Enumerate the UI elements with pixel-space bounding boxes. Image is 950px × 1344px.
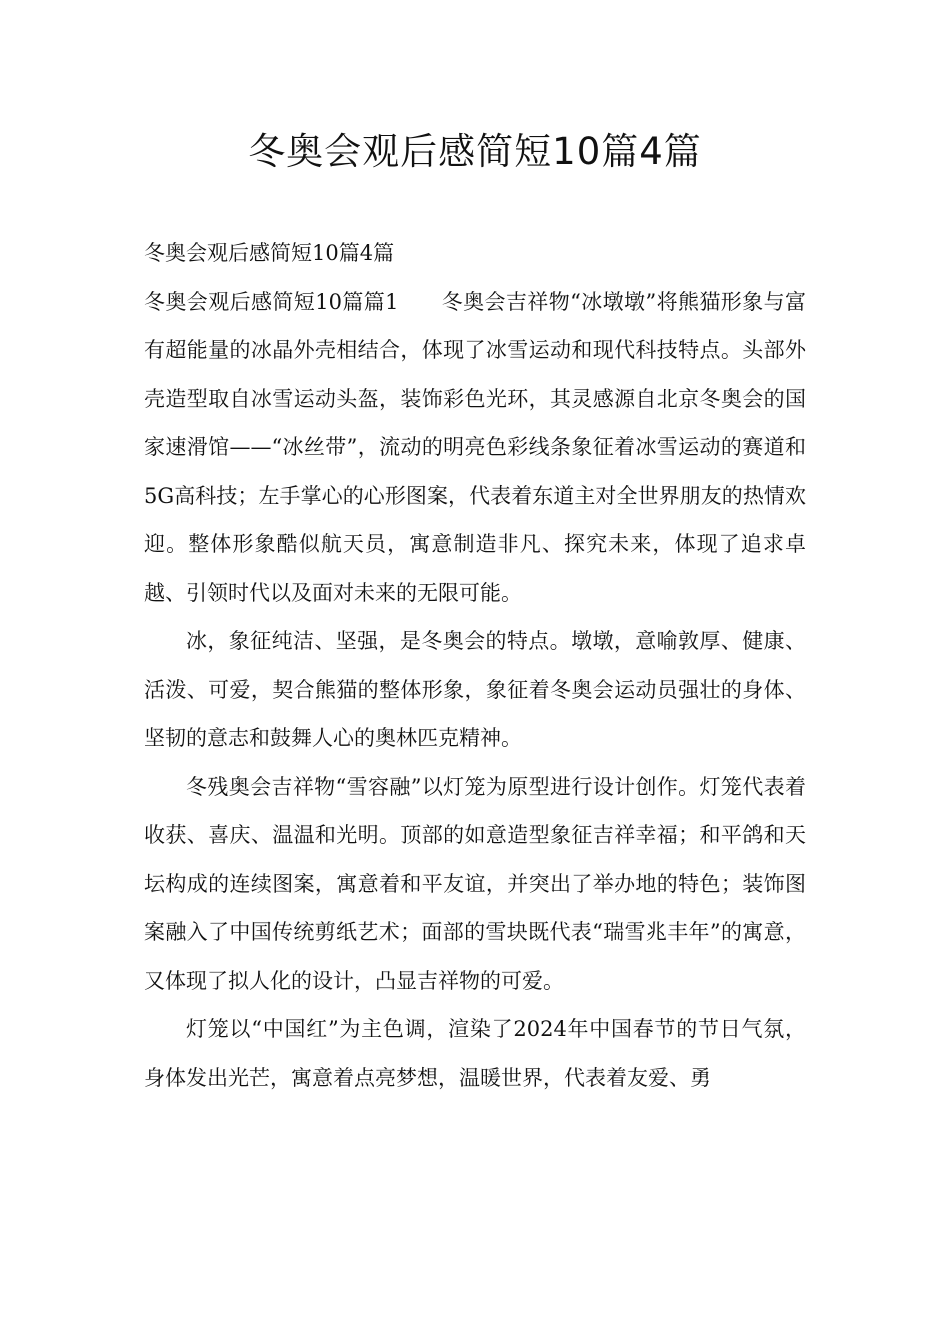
paragraph-3: 冬残奥会吉祥物“雪容融”以灯笼为原型进行设计创作。灯笼代表着收获、喜庆、温温和光明。顶部的如意造型象征吉祥幸福；和平鸽和天坛构成的连续图案，寓意着和平友谊，并突出了举办地的特色；装饰图案融入了中国传统剪纸艺术；面部的雪块既代表“瑞雪兆丰年”的寓意，又体现了拟人化的设计，凸显吉祥物的可爱。 xyxy=(144,774,806,993)
paragraph-2: 冰，象征纯洁、坚强，是冬奥会的特点。墩墩，意喻敦厚、健康、活泼、可爱，契合熊猫的整体形象，象征着冬奥会运动员强壮的身体、坚韧的意志和鼓舞人心的奥林匹克精神。 xyxy=(144,629,806,750)
paragraph-4: 灯笼以“中国红”为主色调，渲染了2024年中国春节的节日气氛，身体发出光芒，寓意着点亮梦想，温暖世界，代表着友爱、勇 xyxy=(144,1017,806,1090)
document-title: 冬奥会观后感简短10篇4篇 xyxy=(248,130,702,173)
paragraph-1: 冬奥会观后感简短10篇篇1 冬奥会吉祥物“冰墩墩”将熊猫形象与富有超能量的冰晶外壳相结合，体现了冰雪运动和现代科技特点。头部外壳造型取自冰雪运动头盔，装饰彩色光环，其灵感源自北京冬奥会的国家速滑馆——“冰丝带”，流动的明亮色彩线条象征着冰雪运动的赛道和5G高科技；左手掌心的心形图案，代表着东道主对全世界朋友的热情欢迎。整体形象酷似航天员，寓意制造非凡、探究未来，体现了追求卓越、引领时代以及面对未来的无限可能。 xyxy=(144,289,806,605)
document-subtitle: 冬奥会观后感简短10篇4篇 xyxy=(144,241,395,265)
document-body xyxy=(144,229,806,1102)
